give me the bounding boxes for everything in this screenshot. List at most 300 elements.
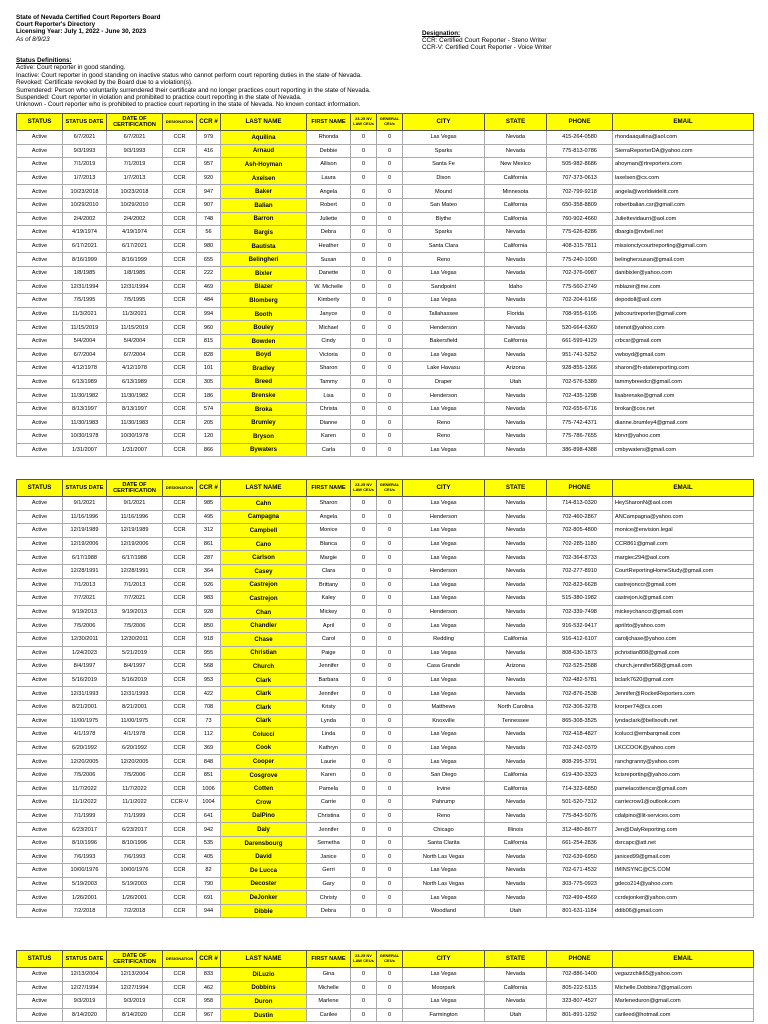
email-cell[interactable]: missionctycourtreporting@gmail.com [613, 239, 754, 253]
email-cell[interactable]: ccrdejonker@yahoo.com [613, 891, 754, 905]
designation-cell: CCR [163, 375, 197, 389]
general-ceus-cell: 0 [377, 375, 403, 389]
status-cell: Active [17, 632, 63, 646]
nv-law-ceus-cell: 0 [351, 537, 377, 551]
email-cell[interactable]: kbrvr@yahoo.com [613, 430, 754, 444]
email-cell[interactable]: dbargis@nvbell.net [613, 226, 754, 240]
email-cell[interactable]: rhondaaquilina@aol.com [613, 131, 754, 145]
column-header-first-name: FIRST NAME [307, 951, 351, 968]
status-date-cell: 5/19/2003 [63, 877, 107, 891]
column-header-ccr: CCR # [197, 951, 221, 968]
general-ceus-cell: 0 [377, 239, 403, 253]
email-cell[interactable]: cdalpino@lit-services.com [613, 809, 754, 823]
email-cell[interactable]: cmbywaters@gmail.com [613, 443, 754, 457]
email-cell[interactable]: danibixler@yahoo.com [613, 266, 754, 280]
last-name-cell: Clark [221, 673, 307, 687]
city-cell: Las Vegas [403, 348, 485, 362]
general-ceus-cell: 0 [377, 510, 403, 524]
city-cell: Moorpark [403, 981, 485, 995]
first-name-cell: Gina [307, 968, 351, 982]
city-cell: Las Vegas [403, 728, 485, 742]
email-cell[interactable]: carileed@hotmail.com [613, 1008, 754, 1022]
last-name-cell: Clark [221, 687, 307, 701]
ccr-number-cell: 967 [197, 1008, 221, 1022]
cert-date-cell: 12/28/1991 [107, 564, 163, 578]
status-cell: Active [17, 497, 63, 511]
email-cell[interactable]: janiced99@gmail.com [613, 850, 754, 864]
state-cell: Tennessee [485, 714, 547, 728]
designation-cell: CCR [163, 741, 197, 755]
nv-law-ceus-cell: 0 [351, 578, 377, 592]
city-cell: Woodland [403, 904, 485, 918]
general-ceus-cell: 0 [377, 619, 403, 633]
table-row [17, 226, 754, 240]
email-cell[interactable]: lyndaclark@bellsouth.net [613, 714, 754, 728]
first-name-cell: Barbara [307, 673, 351, 687]
designation-cell: CCR [163, 646, 197, 660]
phone-cell: 702-799-9218 [547, 185, 613, 199]
last-name-cell: Decoster [221, 877, 307, 891]
cert-date-cell: 9/3/2019 [107, 995, 163, 1009]
cert-date-cell: 8/4/1997 [107, 660, 163, 674]
email-cell[interactable]: caroljchase@yahoo.com [613, 632, 754, 646]
ccr-number-cell: 469 [197, 280, 221, 294]
definitions-title: Status Definitions: [16, 57, 72, 64]
status-cell: Active [17, 443, 63, 457]
column-header-cert-date: DATE OF CERTIFICATION [107, 114, 163, 131]
cert-date-cell: 7/1/2013 [107, 578, 163, 592]
first-name-cell: Lisa [307, 389, 351, 403]
email-cell[interactable]: pamelacottencsr@gmail.com [613, 782, 754, 796]
status-date-cell: 1/8/1985 [63, 266, 107, 280]
status-cell: Active [17, 416, 63, 430]
email-cell[interactable]: ranchgranny@yahoo.com [613, 755, 754, 769]
column-header-ccr: CCR # [197, 480, 221, 497]
status-date-cell: 1/24/2023 [63, 646, 107, 660]
designation-cell: CCR [163, 687, 197, 701]
general-ceus-cell: 0 [377, 768, 403, 782]
email-cell[interactable]: kcisreporting@yahoo.com [613, 768, 754, 782]
ccr-number-cell: 851 [197, 768, 221, 782]
state-cell: North Carolina [485, 700, 547, 714]
nv-law-ceus-cell: 0 [351, 619, 377, 633]
status-cell: Active [17, 131, 63, 145]
last-name-cell: Booth [221, 307, 307, 321]
email-cell[interactable]: Jennifer@RocketReporters.com [613, 687, 754, 701]
last-name-cell: Dibble [221, 904, 307, 918]
general-ceus-cell: 0 [377, 700, 403, 714]
city-cell: Reno [403, 809, 485, 823]
city-cell: Las Vegas [403, 551, 485, 565]
designation-cell: CCR [163, 198, 197, 212]
column-header-status: STATUS [17, 480, 63, 497]
designation-cell: CCR [163, 185, 197, 199]
ccr-number-cell: 955 [197, 646, 221, 660]
email-cell[interactable]: lisabrenske@gmail.com [613, 389, 754, 403]
email-cell[interactable]: CourtReportingHomeStudy@gmail.com [613, 564, 754, 578]
city-cell: Las Vegas [403, 864, 485, 878]
cert-date-cell: 7/5/2006 [107, 768, 163, 782]
designation-cell: CCR [163, 809, 197, 823]
city-cell: Las Vegas [403, 619, 485, 633]
status-cell: Active [17, 768, 63, 782]
last-name-cell: Broka [221, 402, 307, 416]
nv-law-ceus-cell: 0 [351, 158, 377, 172]
last-name-cell: Daly [221, 823, 307, 837]
cert-date-cell: 10/30/1978 [107, 430, 163, 444]
email-cell[interactable]: lcolucci@embarqmail.com [613, 728, 754, 742]
designation-cell: CCR [163, 402, 197, 416]
status-cell: Active [17, 334, 63, 348]
designation-title: Designation: [422, 30, 461, 37]
nv-law-ceus-cell: 0 [351, 185, 377, 199]
status-date-cell: 11/3/2021 [63, 307, 107, 321]
header-row [17, 114, 754, 131]
email-cell[interactable]: istenot@yahoo.com [613, 321, 754, 335]
city-cell: Bakersfield [403, 334, 485, 348]
state-cell: Utah [485, 1008, 547, 1022]
designation-cell: CCR [163, 836, 197, 850]
cert-date-cell: 11/30/1982 [107, 389, 163, 403]
general-ceus-cell: 0 [377, 592, 403, 606]
definition-unknown: Unknown - Court reporter who is prohibited to practice court reporting in the state of Nevada. No known contact information. [16, 101, 361, 109]
column-header-state: STATE [485, 114, 547, 131]
cert-date-cell: 10/00/1976 [107, 864, 163, 878]
state-cell: Florida [485, 307, 547, 321]
phone-cell: 415-264-0580 [547, 131, 613, 145]
table-row [17, 904, 754, 918]
email-cell[interactable]: castrejon.k@gmail.com [613, 592, 754, 606]
nv-law-ceus-cell: 0 [351, 714, 377, 728]
email-cell[interactable]: dianne.brumley4@gmail.com [613, 416, 754, 430]
status-date-cell: 6/17/2021 [63, 239, 107, 253]
email-cell[interactable]: angela@worldwidelit.com [613, 185, 754, 199]
phone-cell: 775-843-5076 [547, 809, 613, 823]
status-cell: Active [17, 836, 63, 850]
cert-date-cell: 1/31/2007 [107, 443, 163, 457]
phone-cell: 702-671-4532 [547, 864, 613, 878]
nv-law-ceus-cell: 0 [351, 981, 377, 995]
email-cell[interactable]: aprilrto@yahoo.com [613, 619, 754, 633]
email-cell[interactable]: dsrcapc@att.net [613, 836, 754, 850]
first-name-cell: Kristy [307, 700, 351, 714]
email-cell[interactable]: IMINSYNC@CS.COM [613, 864, 754, 878]
general-ceus-cell: 0 [377, 294, 403, 308]
status-date-cell: 6/23/2017 [63, 823, 107, 837]
cert-date-cell: 12/27/1994 [107, 981, 163, 995]
email-cell[interactable]: castrejonccr@gmail.com [613, 578, 754, 592]
definition-active: Active: Court reporter in good standing. [16, 64, 126, 72]
nv-law-ceus-cell: 0 [351, 131, 377, 145]
first-name-cell: Cindy [307, 334, 351, 348]
email-cell[interactable]: carriecrow1@outlook.com [613, 796, 754, 810]
column-header-city: CITY [403, 951, 485, 968]
status-cell: Active [17, 700, 63, 714]
phone-cell: 661-254-2836 [547, 836, 613, 850]
designation-cell: CCR [163, 904, 197, 918]
city-cell: Matthews [403, 700, 485, 714]
email-cell[interactable]: monice@envision.legal [613, 524, 754, 538]
city-cell: Santa Clara [403, 239, 485, 253]
designation-cell: CCR [163, 266, 197, 280]
general-ceus-cell: 0 [377, 551, 403, 565]
email-cell[interactable]: Michelle.Dobbins7@gmail.com [613, 981, 754, 995]
cert-date-cell: 8/14/2020 [107, 1008, 163, 1022]
email-cell[interactable]: pchristian808@gmail.com [613, 646, 754, 660]
designation-cell: CCR [163, 592, 197, 606]
last-name-cell: DeJonker [221, 891, 307, 905]
state-cell: Nevada [485, 402, 547, 416]
phone-cell: 801-631-1184 [547, 904, 613, 918]
city-cell: Las Vegas [403, 537, 485, 551]
nv-law-ceus-cell: 0 [351, 968, 377, 982]
first-name-cell: Heather [307, 239, 351, 253]
status-cell: Active [17, 782, 63, 796]
last-name-cell: Clark [221, 700, 307, 714]
last-name-cell: Dobbins [221, 981, 307, 995]
designation-cell: CCR [163, 605, 197, 619]
cert-date-cell: 4/19/1974 [107, 226, 163, 240]
ccr-number-cell: 1006 [197, 782, 221, 796]
city-cell: Santa Clarita [403, 836, 485, 850]
table-row [17, 891, 754, 905]
email-cell[interactable]: jwbcourtreporter@gmail.com [613, 307, 754, 321]
cert-date-cell: 12/20/2005 [107, 755, 163, 769]
header-row [17, 951, 754, 968]
email-cell[interactable]: krorper74@cs.com [613, 700, 754, 714]
ccr-number-cell: 994 [197, 307, 221, 321]
status-cell: Active [17, 198, 63, 212]
designation-cell: CCR [163, 578, 197, 592]
ccr-number-cell: 364 [197, 564, 221, 578]
last-name-cell: De Lucca [221, 864, 307, 878]
designation-cell: CCR [163, 700, 197, 714]
cert-date-cell: 6/7/2021 [107, 131, 163, 145]
last-name-cell: Arnaud [221, 144, 307, 158]
first-name-cell: Angela [307, 510, 351, 524]
email-cell[interactable]: CCR861@gmail.com [613, 537, 754, 551]
phone-cell: 702-242-0379 [547, 741, 613, 755]
phone-cell: 505-982-8686 [547, 158, 613, 172]
state-cell: Nevada [485, 968, 547, 982]
email-cell[interactable]: gdeco214@yahoo.com [613, 877, 754, 891]
table-row [17, 294, 754, 308]
table-row [17, 402, 754, 416]
last-name-cell: Darensbourg [221, 836, 307, 850]
column-header-nv-ceus: 23-25 NV LAW CEUs [351, 951, 377, 968]
email-cell[interactable]: HeySharonN@aol.com [613, 497, 754, 511]
email-cell[interactable]: Marleneduron@gmail.com [613, 995, 754, 1009]
state-cell: Nevada [485, 687, 547, 701]
email-cell[interactable]: crbcsr@gmail.com [613, 334, 754, 348]
table-row [17, 673, 754, 687]
ccr-number-cell: 641 [197, 809, 221, 823]
email-cell[interactable]: vwboyd@gmail.com [613, 348, 754, 362]
city-cell: Sparks [403, 144, 485, 158]
nv-law-ceus-cell: 0 [351, 995, 377, 1009]
status-date-cell: 7/1/2013 [63, 578, 107, 592]
column-header-email: EMAIL [613, 114, 754, 131]
nv-law-ceus-cell: 0 [351, 809, 377, 823]
column-header-email: EMAIL [613, 951, 754, 968]
email-cell[interactable]: tammybreedcr@gmail.com [613, 375, 754, 389]
cert-date-cell: 7/2/2018 [107, 904, 163, 918]
ccr-number-cell: 944 [197, 904, 221, 918]
status-cell: Active [17, 537, 63, 551]
email-cell[interactable]: ddib06@gmail.com [613, 904, 754, 918]
general-ceus-cell: 0 [377, 321, 403, 335]
status-date-cell: 12/19/1989 [63, 524, 107, 538]
general-ceus-cell: 0 [377, 266, 403, 280]
email-cell[interactable]: SierraReporterDA@yahoo.com [613, 144, 754, 158]
nv-law-ceus-cell: 0 [351, 307, 377, 321]
status-cell: Active [17, 741, 63, 755]
city-cell: Henderson [403, 605, 485, 619]
column-header-designation: DESIGNATION [163, 114, 197, 131]
email-cell[interactable]: Juliettevidaurri@aol.com [613, 212, 754, 226]
city-cell: Farmington [403, 1008, 485, 1022]
city-cell: Las Vegas [403, 646, 485, 660]
nv-law-ceus-cell: 0 [351, 280, 377, 294]
email-cell[interactable]: brokar@cox.net [613, 402, 754, 416]
email-cell[interactable]: vegazzchik65@yahoo.com [613, 968, 754, 982]
general-ceus-cell: 0 [377, 564, 403, 578]
nv-law-ceus-cell: 0 [351, 864, 377, 878]
designation-cell: CCR [163, 158, 197, 172]
designation-cell: CCR [163, 524, 197, 538]
status-cell: Active [17, 510, 63, 524]
ccr-number-cell: 222 [197, 266, 221, 280]
general-ceus-cell: 0 [377, 891, 403, 905]
nv-law-ceus-cell: 0 [351, 755, 377, 769]
email-cell[interactable]: laxelsen@cs.com [613, 171, 754, 185]
email-cell[interactable]: robertbalian.csr@gmail.com [613, 198, 754, 212]
table-row [17, 307, 754, 321]
last-name-cell: Blomberg [221, 294, 307, 308]
designation-cell: CCR [163, 728, 197, 742]
designation-cell: CCR [163, 239, 197, 253]
status-date-cell: 1/7/2013 [63, 171, 107, 185]
last-name-cell: Cahn [221, 497, 307, 511]
state-cell: Nevada [485, 430, 547, 444]
last-name-cell: Bautista [221, 239, 307, 253]
nv-law-ceus-cell: 0 [351, 687, 377, 701]
last-name-cell: David [221, 850, 307, 864]
status-cell: Active [17, 158, 63, 172]
nv-law-ceus-cell: 0 [351, 823, 377, 837]
nv-law-ceus-cell: 0 [351, 226, 377, 240]
general-ceus-cell: 0 [377, 185, 403, 199]
column-header-nv-ceus: 23-25 NV LAW CEUs [351, 480, 377, 497]
first-name-cell: Danette [307, 266, 351, 280]
table-row [17, 253, 754, 267]
email-cell[interactable]: mblazer@me.com [613, 280, 754, 294]
last-name-cell: Cotten [221, 782, 307, 796]
first-name-cell: Christy [307, 891, 351, 905]
email-cell[interactable]: belinghersusan@gmail.com [613, 253, 754, 267]
email-cell[interactable]: margiec294@aol.com [613, 551, 754, 565]
last-name-cell: Bargis [221, 226, 307, 240]
designation-ccrv: CCR-V: Certified Court Reporter - Voice Writer [422, 44, 552, 52]
first-name-cell: Carilee [307, 1008, 351, 1022]
table-row [17, 728, 754, 742]
status-cell: Active [17, 673, 63, 687]
state-cell: California [485, 632, 547, 646]
status-cell: Active [17, 646, 63, 660]
ccr-number-cell: 1004 [197, 796, 221, 810]
email-cell[interactable]: ANCampagna@yahoo.com [613, 510, 754, 524]
last-name-cell: Belingheri [221, 253, 307, 267]
cert-date-cell: 5/19/2003 [107, 877, 163, 891]
email-cell[interactable]: mickeychanccr@gmail.com [613, 605, 754, 619]
email-cell[interactable]: LKCCOOK@yahoo.com [613, 741, 754, 755]
ccr-number-cell: 422 [197, 687, 221, 701]
table-row [17, 968, 754, 982]
email-cell[interactable]: depodoll@aol.com [613, 294, 754, 308]
general-ceus-cell: 0 [377, 877, 403, 891]
ccr-number-cell: 305 [197, 375, 221, 389]
status-date-cell: 11/00/1975 [63, 714, 107, 728]
email-cell[interactable]: sharon@h-statereporting.com [613, 362, 754, 376]
state-cell: Nevada [485, 321, 547, 335]
email-cell[interactable]: bclark7620@gmail.com [613, 673, 754, 687]
phone-cell: 702-460-2867 [547, 510, 613, 524]
status-date-cell: 12/19/2006 [63, 537, 107, 551]
city-cell: Chicago [403, 823, 485, 837]
email-cell[interactable]: church.jennifer568@gmail.com [613, 660, 754, 674]
table-row [17, 823, 754, 837]
status-cell: Active [17, 389, 63, 403]
status-cell: Active [17, 226, 63, 240]
table-row [17, 796, 754, 810]
column-header-gen-ceus: GENERAL CEUs [377, 951, 403, 968]
nv-law-ceus-cell: 0 [351, 497, 377, 511]
city-cell: Las Vegas [403, 266, 485, 280]
last-name-cell: Chase [221, 632, 307, 646]
status-cell: Active [17, 171, 63, 185]
cert-date-cell: 11/16/1996 [107, 510, 163, 524]
state-cell: Nevada [485, 144, 547, 158]
general-ceus-cell: 0 [377, 632, 403, 646]
first-name-cell: Debra [307, 226, 351, 240]
first-name-cell: Karen [307, 768, 351, 782]
email-cell[interactable]: Jen@DalyReporting.com [613, 823, 754, 837]
nv-law-ceus-cell: 0 [351, 741, 377, 755]
cert-date-cell: 6/20/1992 [107, 741, 163, 755]
ccr-number-cell: 957 [197, 158, 221, 172]
state-cell: Nevada [485, 850, 547, 864]
state-cell: Nevada [485, 741, 547, 755]
table-row [17, 416, 754, 430]
state-cell: Nevada [485, 551, 547, 565]
cert-date-cell: 11/30/1983 [107, 416, 163, 430]
phone-cell: 708-955-6195 [547, 307, 613, 321]
email-cell[interactable]: ahoyman@rtreporters.com [613, 158, 754, 172]
city-cell: Henderson [403, 321, 485, 335]
header-row [17, 480, 754, 497]
ccr-number-cell: 790 [197, 877, 221, 891]
status-date-cell: 12/20/2005 [63, 755, 107, 769]
state-cell: Nevada [485, 755, 547, 769]
ccr-number-cell: 980 [197, 239, 221, 253]
status-cell: Active [17, 592, 63, 606]
phone-cell: 702-805-4800 [547, 524, 613, 538]
cert-date-cell: 11/00/1975 [107, 714, 163, 728]
state-cell: Idaho [485, 280, 547, 294]
cert-date-cell: 8/16/1999 [107, 253, 163, 267]
first-name-cell: Robert [307, 198, 351, 212]
column-header-last-name: LAST NAME [221, 114, 307, 131]
